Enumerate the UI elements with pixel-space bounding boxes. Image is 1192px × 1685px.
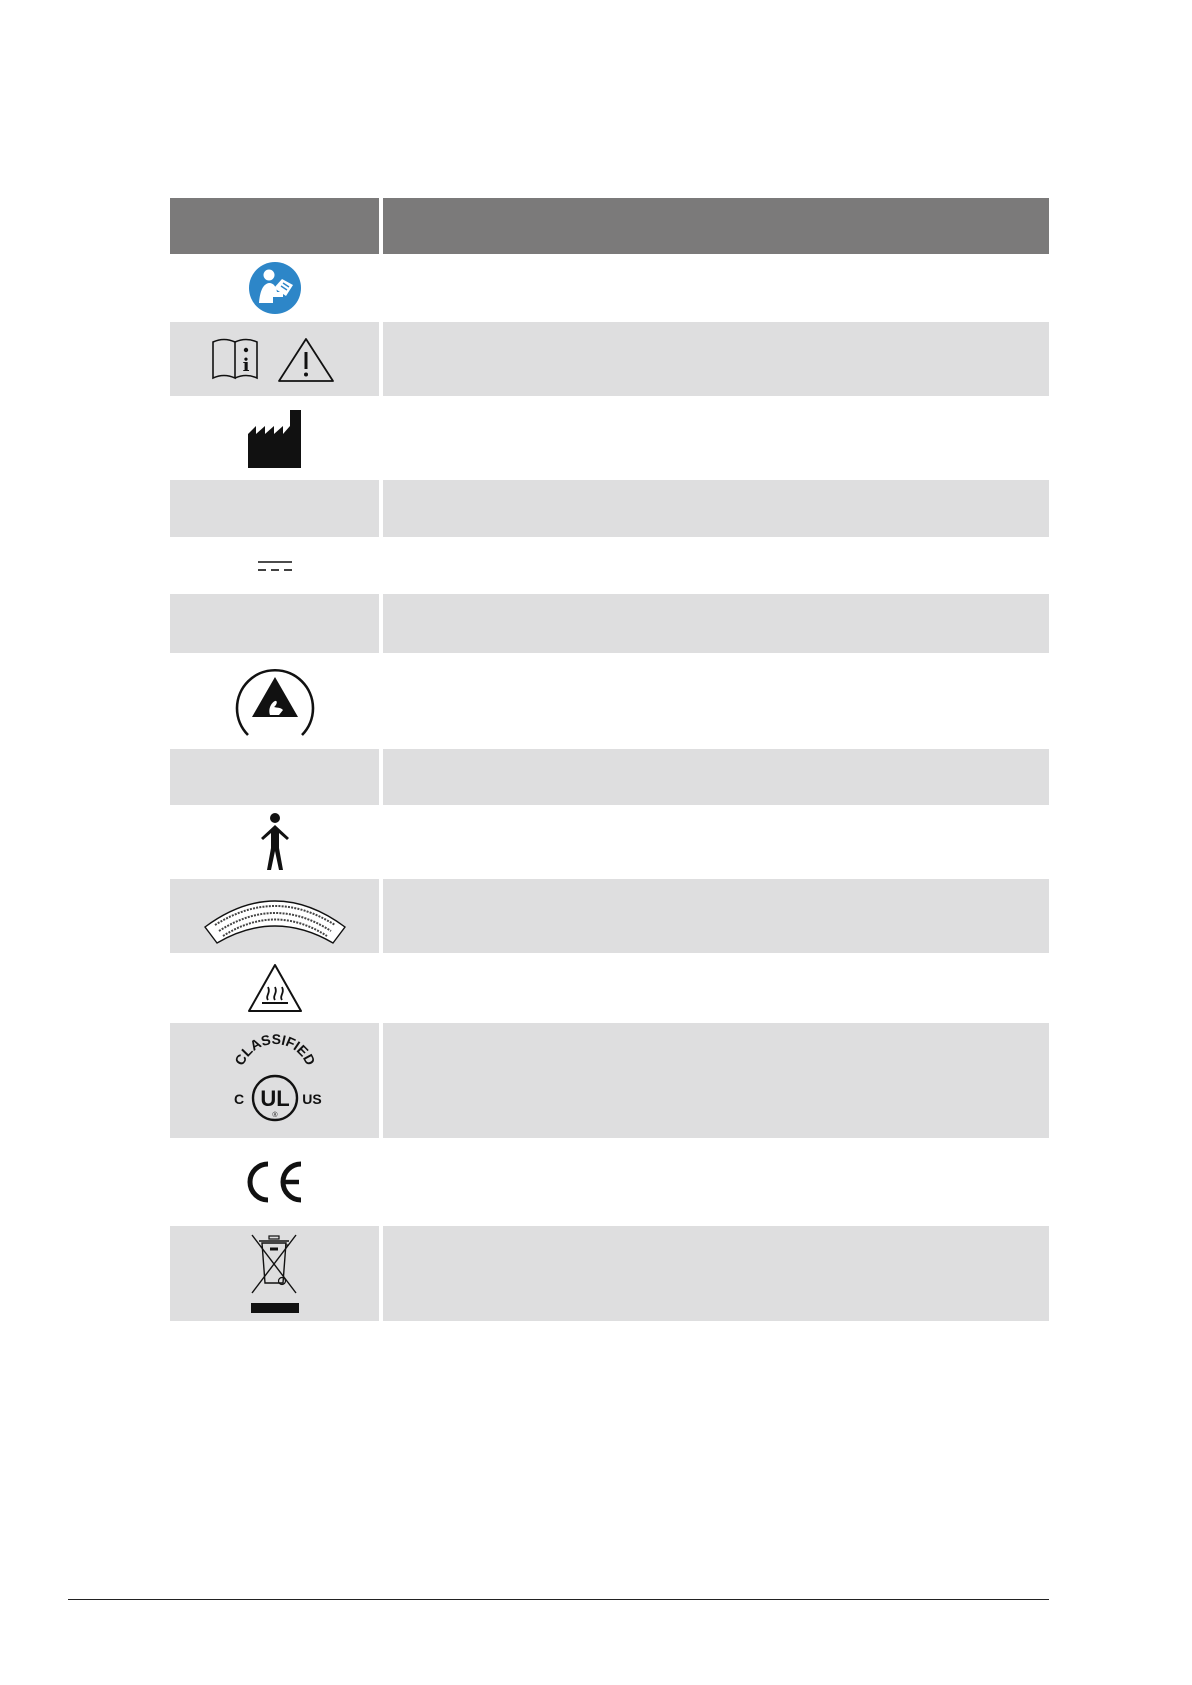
table-row bbox=[170, 254, 1049, 322]
symbol-cell bbox=[170, 1138, 383, 1226]
description-cell bbox=[383, 953, 1049, 1023]
table-row bbox=[170, 879, 1049, 953]
table-row bbox=[170, 653, 1049, 749]
ul-classified-mark-icon bbox=[170, 1034, 379, 1128]
header-description-column bbox=[383, 198, 1049, 254]
ul-left-text: C bbox=[233, 1090, 244, 1107]
description-cell bbox=[383, 879, 1049, 953]
weee-disposal-icon bbox=[170, 1233, 379, 1315]
symbol-cell bbox=[170, 879, 383, 953]
esd-sensitive-icon bbox=[170, 665, 379, 737]
ul-right-text: US bbox=[301, 1090, 322, 1107]
table-row bbox=[170, 1226, 1049, 1321]
table-header-row bbox=[170, 198, 1049, 254]
description-cell bbox=[383, 1226, 1049, 1321]
description-cell bbox=[383, 537, 1049, 594]
symbol-cell bbox=[170, 254, 383, 322]
table-row bbox=[170, 1023, 1049, 1138]
info-glyph: i bbox=[242, 355, 249, 376]
symbol-cell bbox=[170, 594, 383, 653]
table-row bbox=[170, 953, 1049, 1023]
symbols-table bbox=[170, 198, 1049, 1321]
symbol-cell bbox=[170, 480, 383, 537]
ul-center-text: UL bbox=[259, 1085, 290, 1111]
table-row bbox=[170, 537, 1049, 594]
lamp-holder-label-icon bbox=[170, 887, 379, 945]
description-cell bbox=[383, 480, 1049, 537]
symbol-cell bbox=[170, 749, 383, 805]
symbol-cell bbox=[170, 653, 383, 749]
table-row bbox=[170, 322, 1049, 396]
description-cell bbox=[383, 396, 1049, 480]
description-cell bbox=[383, 1138, 1049, 1226]
description-cell bbox=[383, 749, 1049, 805]
symbol-cell bbox=[170, 537, 383, 594]
table-row bbox=[170, 1138, 1049, 1226]
svg-text:CLASSIFIED bbox=[231, 1034, 319, 1068]
table-row bbox=[170, 480, 1049, 537]
symbol-cell bbox=[170, 953, 383, 1023]
description-cell bbox=[383, 1023, 1049, 1138]
consult-instructions-caution-icon bbox=[170, 334, 379, 384]
symbol-cell bbox=[170, 396, 383, 480]
hot-surface-warning-icon bbox=[170, 962, 379, 1014]
header-symbol-column bbox=[170, 198, 383, 254]
table-row bbox=[170, 594, 1049, 653]
ce-mark-icon bbox=[170, 1159, 379, 1205]
table-row bbox=[170, 749, 1049, 805]
description-cell bbox=[383, 322, 1049, 396]
symbol-cell bbox=[170, 1023, 383, 1138]
description-cell bbox=[383, 653, 1049, 749]
direct-current-icon bbox=[170, 556, 379, 576]
description-cell bbox=[383, 805, 1049, 879]
type-b-applied-part-icon bbox=[170, 812, 379, 872]
manufacturer-icon bbox=[170, 407, 379, 469]
description-cell bbox=[383, 594, 1049, 653]
symbol-cell bbox=[170, 1226, 383, 1321]
table-row bbox=[170, 396, 1049, 480]
footer-rule bbox=[68, 1599, 1049, 1600]
ul-registered-text: ® bbox=[271, 1111, 278, 1119]
symbol-cell bbox=[170, 322, 383, 396]
table-row bbox=[170, 805, 1049, 879]
ul-arc-text: CLASSIFIED bbox=[230, 1033, 319, 1068]
read-instructions-icon bbox=[170, 261, 379, 315]
symbol-cell bbox=[170, 805, 383, 879]
description-cell bbox=[383, 254, 1049, 322]
